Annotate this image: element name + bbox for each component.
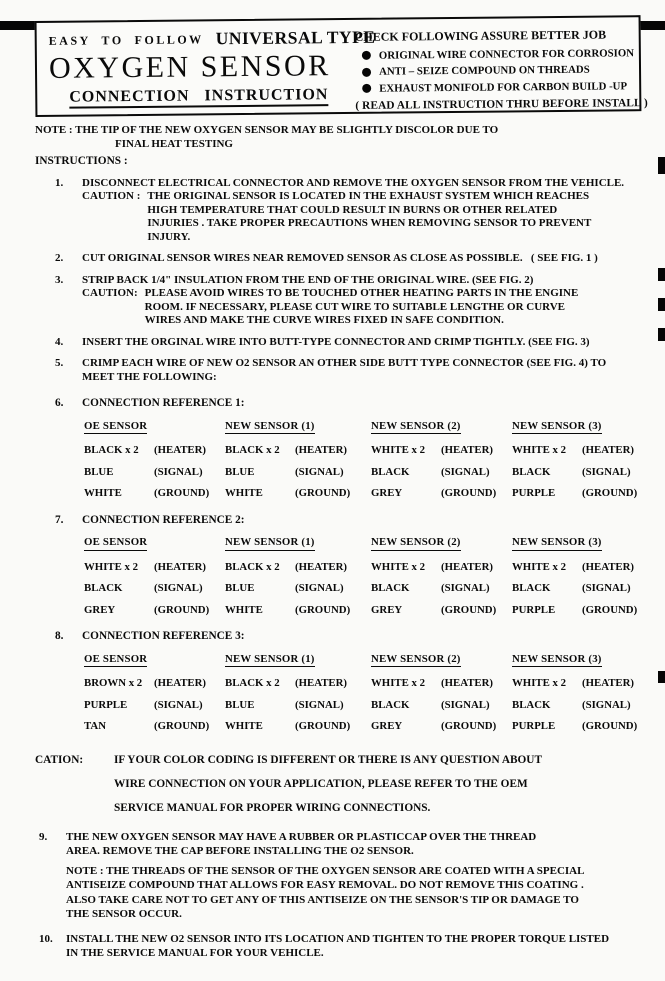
wire-cell: [371, 604, 512, 618]
top-note-line-1: NOTE : THE TIP OF THE NEW OXYGEN SENSOR MAY BE SLIGHTLY DISCOLOR DUE TO: [35, 124, 499, 136]
wire-color: BLACK: [84, 582, 123, 594]
reference-1-heading: [35, 397, 641, 411]
scan-artifact: [658, 157, 665, 174]
wire-function: (GROUND): [154, 720, 210, 732]
caution-label: CATION:: [35, 753, 84, 766]
connection-table-3: [84, 653, 641, 734]
wire-function: (SIGNAL): [582, 698, 631, 711]
header-right: [345, 24, 648, 112]
wire-cell: [225, 582, 371, 596]
wire-cell: [371, 720, 512, 734]
wire-color: PURPLE: [84, 698, 128, 711]
wire-function: (GROUND): [295, 487, 351, 499]
wire-function: (GROUND): [154, 603, 210, 616]
bullet-icon: [362, 51, 371, 60]
wire-cell: [84, 487, 225, 501]
wire-color: PURPLE: [512, 603, 556, 616]
wire-cell: [371, 487, 512, 501]
column-header: OE SENSOR: [84, 536, 225, 553]
wire-cell: [84, 582, 225, 596]
wire-function: (HEATER): [295, 677, 347, 689]
top-note-line-2: FINAL HEAT TESTING: [115, 137, 233, 150]
column-header: NEW SENSOR (1): [225, 536, 371, 553]
wire-cell: [371, 582, 512, 596]
step-4: [35, 336, 641, 350]
universal-type-label: UNIVERSAL TYPE: [215, 26, 376, 49]
step-number: 1.: [55, 176, 64, 189]
wire-cell: [84, 604, 225, 618]
wire-function: (SIGNAL): [441, 582, 490, 594]
step-text: STRIP BACK 1/4" INSULATION FROM THE END OF THE ORIGINAL WIRE. (SEE FIG. 2): [82, 273, 534, 286]
wire-color: BLACK: [371, 582, 410, 594]
wire-function: (HEATER): [582, 560, 634, 573]
wire-color: BLACK: [371, 698, 410, 711]
reference-title: CONNECTION REFERENCE 1:: [82, 397, 245, 409]
wire-cell: [84, 720, 225, 734]
wire-color: TAN: [84, 720, 106, 732]
wire-function: (SIGNAL): [295, 582, 344, 594]
wire-function: (SIGNAL): [154, 582, 203, 594]
wire-function: (SIGNAL): [441, 698, 490, 711]
wire-function: (SIGNAL): [154, 465, 203, 478]
wire-function: (GROUND): [441, 603, 497, 616]
bullet-icon: [362, 84, 371, 93]
caution-text: THE ORIGINAL SENSOR IS LOCATED IN THE EXHAUST SYSTEM WHICH REACHES HIGH TEMPERATURE THAT COULD RESULT IN BURNS OR OTHER RELATED INJURIES . TAKE PROPER PRECAUTIONS WHEN REMOVING SENSOR TO PREVENT INJURY.: [147, 190, 592, 243]
wire-function: (HEATER): [441, 444, 493, 456]
step-number: 9.: [39, 830, 48, 843]
global-caution: [35, 748, 641, 820]
check-item-label: ANTI – SEIZE COMPOUND ON THREADS: [378, 63, 590, 78]
wire-function: (HEATER): [154, 677, 206, 689]
step-text: INSTALL THE NEW O2 SENSOR INTO ITS LOCATION AND TIGHTEN TO THE PROPER TORQUE LISTED IN THE SERVICE MANUAL FOR YOUR VEHICLE.: [66, 932, 610, 959]
step-text: CUT ORIGINAL SENSOR WIRES NEAR REMOVED SENSOR AS CLOSE AS POSSIBLE. ( SEE FIG. 1 ): [82, 252, 598, 264]
check-heading: CHECK FOLLOWING ASSURE BETTER JOB: [354, 27, 607, 44]
reference-2-heading: [35, 514, 641, 528]
step-number: 8.: [55, 630, 64, 642]
step-number: 10.: [39, 932, 53, 945]
wire-cell: [371, 466, 512, 480]
wire-color: WHITE x 2: [512, 444, 566, 456]
wire-function: (SIGNAL): [582, 582, 631, 594]
caution-text: PLEASE AVOID WIRES TO BE TOUCHED OTHER HEATING PARTS IN THE ENGINE ROOM. IF NECESSARY, PLEASE CUT WIRE TO SUITABLE LENGTHE OR CURVE WIRES AND MAKE THE CURVE WIRES FIXED IN SAFE CONDITION.: [144, 287, 579, 326]
step-number: 2.: [55, 252, 64, 264]
step-number: 3.: [55, 273, 64, 286]
column-header: NEW SENSOR (2): [371, 536, 512, 553]
column-header: NEW SENSOR (1): [225, 653, 371, 670]
wire-cell: [512, 582, 641, 596]
caution-text: IF YOUR COLOR CODING IS DIFFERENT OR THERE IS ANY QUESTION ABOUT WIRE CONNECTION ON YOUR APPLICATION, PLEASE REFER TO THE OEM SERVICE MANUAL FOR PROPER WIRING CONNECTIONS.: [114, 753, 542, 814]
wire-color: BLUE: [225, 698, 255, 711]
wire-cell: [371, 677, 512, 691]
wire-cell: [84, 466, 225, 480]
wire-color: BLACK: [512, 582, 551, 594]
step-text: CRIMP EACH WIRE OF NEW O2 SENSOR AN OTHER SIDE BUTT TYPE CONNECTOR (SEE FIG. 4) TO MEET THE FOLLOWING:: [82, 357, 607, 383]
wire-color: BLACK x 2: [84, 444, 139, 456]
wire-color: BLACK x 2: [225, 677, 280, 689]
wire-function: (GROUND): [295, 720, 351, 732]
wire-cell: [225, 699, 371, 713]
wire-color: WHITE: [225, 720, 263, 732]
wire-color: BROWN x 2: [84, 677, 143, 689]
reference-title: CONNECTION REFERENCE 2:: [82, 513, 245, 526]
wire-color: BLACK: [371, 465, 410, 478]
doc-subtitle: CONNECTION INSTRUCTION: [69, 86, 328, 108]
instructions-heading: INSTRUCTIONS :: [35, 155, 128, 167]
wire-function: (GROUND): [154, 487, 210, 499]
connection-table-1: [84, 420, 641, 501]
wire-function: (HEATER): [154, 560, 206, 573]
wire-function: (HEATER): [582, 677, 634, 689]
wire-color: BLACK: [512, 465, 551, 478]
wire-color: BLACK x 2: [225, 560, 280, 573]
step-10: [35, 932, 641, 961]
tagline: EASY TO FOLLOW: [48, 32, 204, 48]
wire-color: GREY: [371, 603, 403, 616]
wire-function: (SIGNAL): [295, 698, 344, 711]
header-left: [48, 26, 376, 109]
read-all-note: ( READ ALL INSTRUCTION THRU BEFORE INSTALL ): [355, 96, 648, 112]
wire-function: (GROUND): [295, 603, 351, 616]
wire-function: (HEATER): [295, 444, 347, 456]
wire-color: BLACK: [512, 698, 551, 711]
wire-color: GREY: [371, 487, 403, 499]
wire-color: WHITE x 2: [512, 677, 566, 689]
wire-cell: [512, 487, 641, 501]
column-header: OE SENSOR: [84, 420, 225, 437]
step-text: THE NEW OXYGEN SENSOR MAY HAVE A RUBBER OR PLASTICCAP OVER THE THREAD AREA. REMOVE THE CAP BEFORE INSTALLING THE O2 SENSOR.: [66, 830, 537, 857]
wire-color: GREY: [84, 603, 116, 616]
step-text: DISCONNECT ELECTRICAL CONNECTOR AND REMOVE THE OXYGEN SENSOR FROM THE VEHICLE.: [82, 176, 625, 189]
step-3: [35, 274, 641, 328]
wire-color: BLUE: [84, 465, 114, 478]
step-number: 4.: [55, 335, 64, 348]
wire-cell: [512, 561, 641, 575]
wire-cell: [225, 487, 371, 501]
caution-label: CAUTION :: [82, 190, 141, 202]
step-number: 5.: [55, 357, 64, 369]
column-header: NEW SENSOR (1): [225, 420, 371, 437]
wire-function: (HEATER): [582, 444, 634, 456]
column-header: NEW SENSOR (3): [512, 653, 641, 670]
bullet-icon: [362, 67, 371, 76]
scan-artifact: [658, 328, 665, 341]
scan-artifact: [658, 268, 665, 281]
wire-color: BLACK x 2: [225, 444, 280, 456]
step-2: [35, 252, 641, 266]
scan-artifact: [658, 298, 665, 311]
wire-cell: [512, 720, 641, 734]
wire-color: PURPLE: [512, 487, 556, 499]
connection-table-2: [84, 536, 641, 617]
scan-artifact: [658, 671, 665, 683]
wire-function: (GROUND): [441, 487, 497, 499]
wire-cell: [512, 677, 641, 691]
reference-3-heading: [35, 630, 641, 644]
check-item-label: ORIGINAL WIRE CONNECTOR FOR CORROSION: [378, 46, 635, 62]
wire-cell: [225, 444, 371, 458]
wire-cell: [371, 444, 512, 458]
wire-cell: [512, 444, 641, 458]
wire-color: BLUE: [225, 582, 255, 594]
wire-cell: [225, 466, 371, 480]
wire-color: WHITE: [225, 487, 263, 499]
column-header: NEW SENSOR (2): [371, 420, 512, 437]
step-number: 7.: [55, 513, 64, 526]
header-box: [35, 15, 648, 117]
step-1: [35, 177, 641, 245]
step-text: INSERT THE ORGINAL WIRE INTO BUTT-TYPE CONNECTOR AND CRIMP TIGHTLY. (SEE FIG. 3): [82, 335, 590, 348]
wire-cell: [84, 677, 225, 691]
wire-cell: [371, 561, 512, 575]
wire-function: (SIGNAL): [582, 465, 631, 478]
wire-cell: [512, 466, 641, 480]
wire-cell: [512, 699, 641, 713]
wire-function: (GROUND): [441, 720, 497, 732]
wire-color: WHITE x 2: [84, 560, 138, 573]
wire-function: (HEATER): [295, 560, 347, 573]
step-number: 6.: [55, 397, 64, 409]
step-5: [35, 357, 641, 384]
check-item-label: EXHAUST MONIFOLD FOR CARBON BUILD -UP: [379, 79, 628, 95]
wire-color: WHITE x 2: [371, 560, 425, 573]
wire-function: (GROUND): [582, 720, 638, 732]
document-body: [0, 117, 665, 961]
wire-cell: [371, 699, 512, 713]
caution-label: CAUTION:: [82, 287, 138, 299]
check-item: [355, 80, 648, 95]
wire-color: WHITE x 2: [371, 677, 425, 689]
wire-color: WHITE x 2: [512, 560, 566, 573]
wire-color: WHITE: [225, 603, 263, 616]
column-header: NEW SENSOR (3): [512, 536, 641, 553]
wire-color: PURPLE: [512, 720, 556, 732]
wire-color: GREY: [371, 720, 403, 732]
check-item: [355, 47, 648, 62]
wire-cell: [84, 444, 225, 458]
wire-function: (HEATER): [441, 677, 493, 689]
reference-title: CONNECTION REFERENCE 3:: [82, 630, 245, 642]
step-9: [35, 830, 641, 922]
wire-function: (SIGNAL): [295, 465, 344, 478]
wire-function: (HEATER): [441, 560, 493, 573]
wire-cell: [225, 677, 371, 691]
column-header: NEW SENSOR (3): [512, 420, 641, 437]
wire-cell: [512, 604, 641, 618]
wire-function: (GROUND): [582, 487, 638, 499]
wire-cell: [84, 561, 225, 575]
wire-cell: [225, 561, 371, 575]
wire-color: BLUE: [225, 465, 255, 478]
wire-cell: [225, 604, 371, 618]
wire-function: (GROUND): [582, 603, 638, 616]
check-item: [355, 63, 648, 78]
wire-cell: [225, 720, 371, 734]
wire-function: (HEATER): [154, 444, 206, 456]
wire-cell: [84, 699, 225, 713]
column-header: NEW SENSOR (2): [371, 653, 512, 670]
wire-function: (SIGNAL): [154, 698, 203, 711]
wire-color: WHITE: [84, 487, 122, 499]
wire-function: (SIGNAL): [441, 465, 490, 478]
column-header: OE SENSOR: [84, 653, 225, 670]
wire-color: WHITE x 2: [371, 444, 425, 456]
doc-title: OXYGEN SENSOR: [48, 49, 331, 85]
step-note: NOTE : THE THREADS OF THE SENSOR OF THE OXYGEN SENSOR ARE COATED WITH A SPECIAL ANTISEIZE COMPOUND THAT ALLOWS FOR EASY REMOVAL. DO NOT REMOVE THIS COATING . ALSO TAKE CARE NOT TO GET ANY OF THIS ANTISEIZE ON THE SENSOR'S TIP OR DAMAGE TO THE SENSOR OCCUR.: [66, 864, 584, 920]
